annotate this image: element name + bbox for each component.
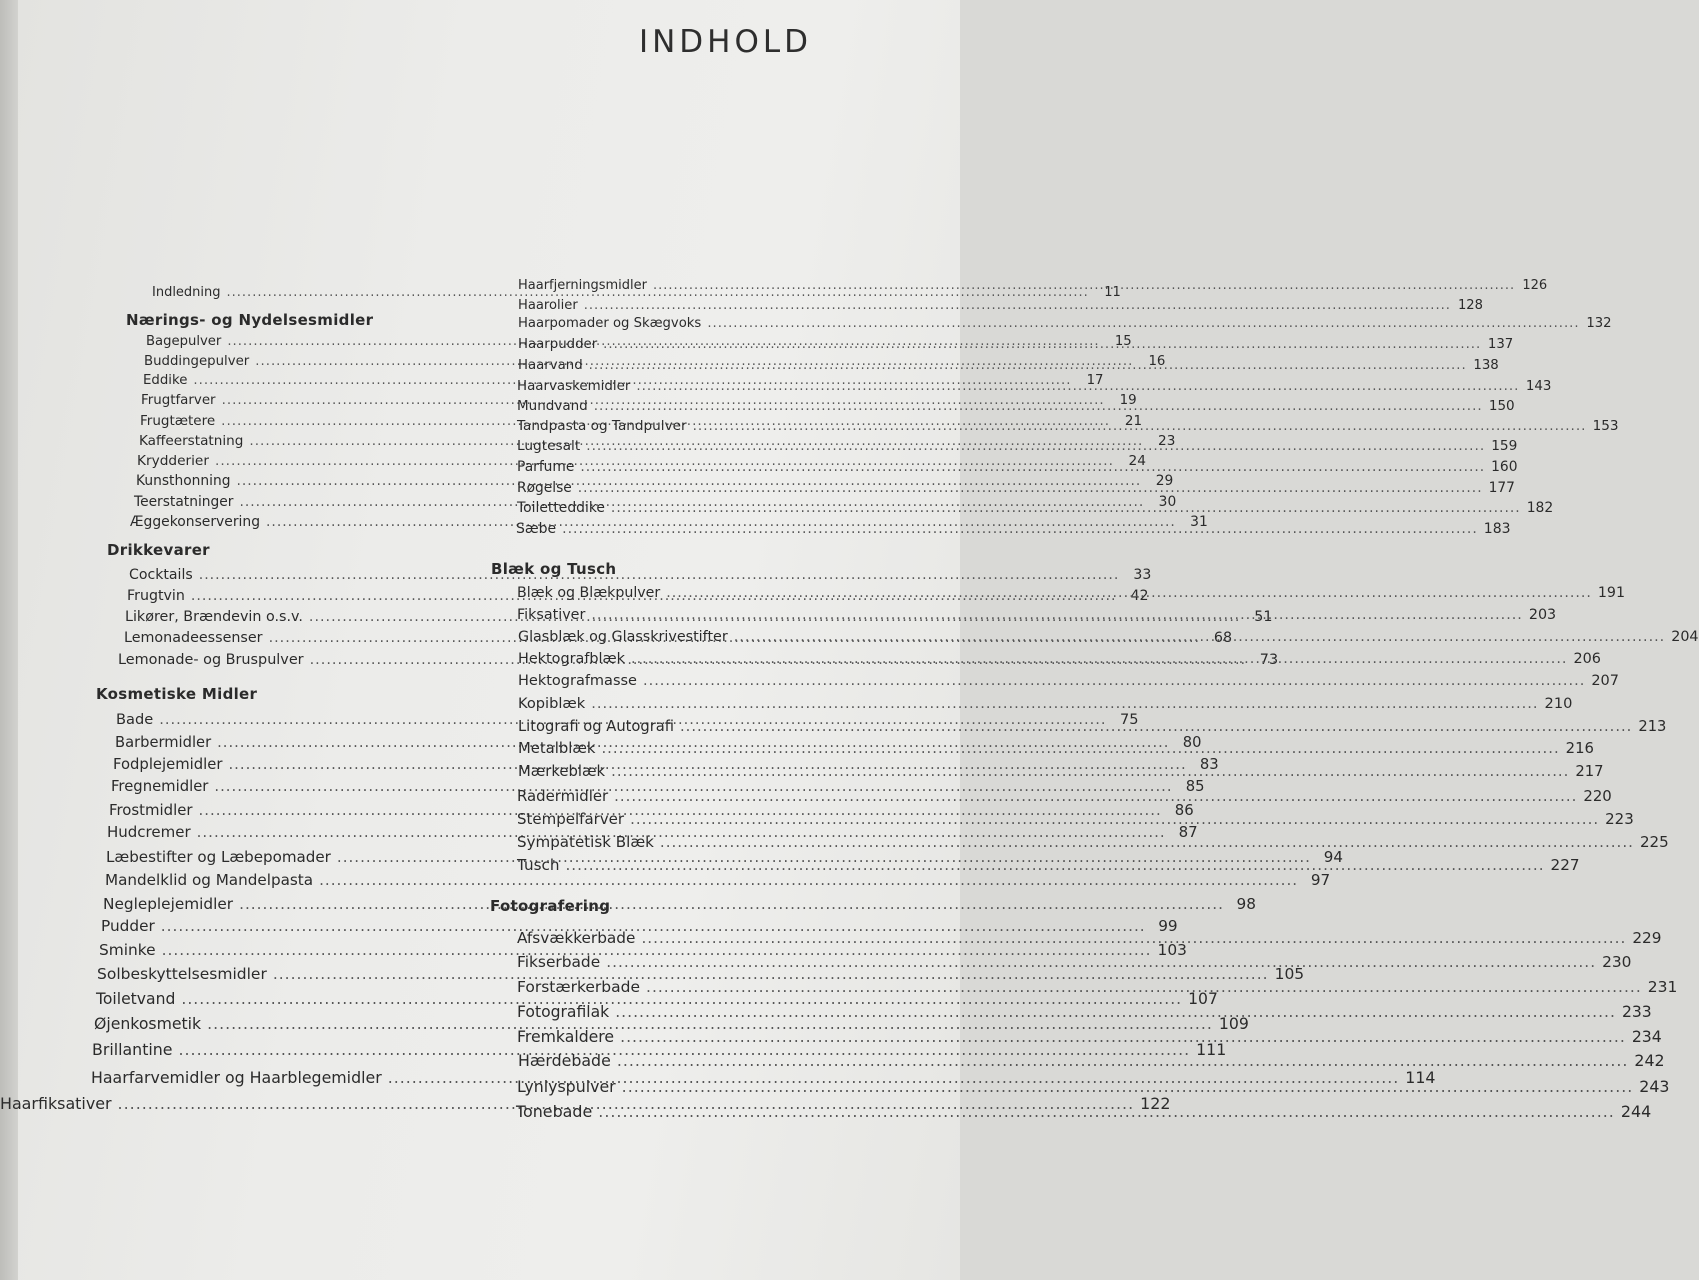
entry-label: Haarvaskemidler	[517, 379, 631, 394]
entry-label: Litografi og Autografi	[518, 718, 674, 735]
dot-leader	[641, 929, 1626, 947]
dot-leader	[643, 673, 1585, 689]
entry-label: Afsvækkerbade	[517, 929, 636, 947]
toc-entry	[518, 316, 1612, 331]
entry-label: Sympatetisk Blæk	[517, 833, 654, 851]
toc-entry	[94, 1014, 1249, 1033]
entry-label: Parfume	[517, 459, 575, 475]
entry-label: Haarpomader og Skægvoks	[518, 316, 702, 331]
entry-page-number: 83	[1199, 756, 1219, 773]
entry-page-number: 191	[1597, 585, 1625, 601]
entry-label: Kaffeerstatning	[139, 433, 244, 449]
entry-label: Krydderier	[137, 453, 209, 469]
entry-label: Glasblæk og Glasskrivestifter	[518, 629, 728, 645]
section-label: Blæk og Tusch	[491, 560, 617, 578]
dot-leader	[239, 895, 1224, 913]
entry-label: Haarvand	[518, 358, 583, 373]
toc-entry	[517, 953, 1632, 971]
entry-label: Tandpasta og Tandpulver	[517, 418, 687, 434]
entry-label: Fiksativer	[517, 607, 586, 623]
entry-page-number: 231	[1647, 978, 1678, 996]
entry-page-number: 17	[1086, 373, 1104, 388]
entry-label: Lynlyspulver	[517, 1077, 616, 1096]
entry-page-number: 87	[1178, 823, 1198, 841]
entry-page-number: 220	[1583, 787, 1612, 805]
entry-label: Sminke	[99, 941, 156, 959]
book-spine-edge	[0, 0, 18, 1280]
entry-label: Haarfjerningsmidler	[518, 278, 647, 293]
dot-leader	[660, 833, 1634, 851]
entry-page-number: 73	[1259, 652, 1279, 668]
toc-section-heading	[126, 311, 373, 329]
entry-label: Eddike	[143, 373, 188, 388]
entry-label: Forstærkerbade	[517, 978, 641, 996]
entry-page-number: 51	[1254, 609, 1273, 625]
dot-leader	[666, 585, 1592, 601]
entry-page-number: 153	[1592, 418, 1619, 434]
entry-label: Hektografmasse	[518, 673, 637, 689]
toc-entry	[517, 929, 1662, 947]
entry-page-number: 29	[1155, 473, 1174, 489]
entry-page-number: 216	[1565, 740, 1594, 757]
entry-label: Blæk og Blækpulver	[517, 585, 661, 601]
entry-page-number: 234	[1631, 1027, 1662, 1046]
entry-label: Toiletvand	[96, 990, 176, 1008]
entry-page-number: 31	[1190, 514, 1208, 530]
entry-label: Lugtesalt	[517, 438, 581, 454]
entry-page-number: 143	[1525, 379, 1552, 394]
entry-label: Solbeskyttelsesmidler	[97, 965, 267, 983]
toc-entry	[517, 1003, 1652, 1021]
toc-entry	[518, 695, 1573, 712]
entry-page-number: 126	[1522, 278, 1548, 293]
entry-page-number: 243	[1639, 1077, 1670, 1096]
entry-page-number: 114	[1405, 1068, 1436, 1087]
entry-page-number: 99	[1158, 917, 1178, 935]
entry-page-number: 75	[1119, 711, 1139, 728]
entry-page-number: 42	[1130, 588, 1149, 604]
dot-leader	[591, 695, 1538, 712]
entry-page-number: 159	[1491, 438, 1518, 454]
entry-page-number: 217	[1575, 763, 1604, 780]
toc-entry	[518, 673, 1620, 689]
toc-entry	[518, 1051, 1665, 1070]
toc-entry	[517, 787, 1612, 805]
entry-label: Sæbe	[516, 521, 557, 537]
dot-leader	[636, 379, 1519, 394]
dot-leader	[601, 740, 1559, 757]
entry-page-number: 206	[1573, 651, 1601, 667]
entry-label: Frugtvin	[127, 588, 185, 604]
entry-page-number: 233	[1621, 1003, 1652, 1021]
entry-label: Likører, Brændevin o.s.v.	[125, 609, 303, 625]
entry-label: Lemonade- og Bruspulver	[118, 652, 304, 668]
dot-leader	[707, 316, 1579, 331]
entry-label: Øjenkosmetik	[94, 1014, 202, 1033]
entry-label: Brillantine	[92, 1040, 173, 1059]
entry-label: Bade	[116, 711, 154, 728]
entry-page-number: 98	[1236, 895, 1256, 913]
dot-leader	[586, 438, 1485, 454]
entry-page-number: 21	[1124, 413, 1143, 429]
entry-label: Haarpudder	[518, 337, 598, 352]
entry-page-number: 160	[1491, 459, 1518, 475]
toc-entry	[101, 917, 1178, 935]
toc-entry	[99, 941, 1187, 959]
entry-page-number: 30	[1158, 494, 1177, 510]
toc-section-heading	[96, 685, 257, 703]
entry-page-number: 103	[1157, 941, 1187, 959]
entry-label: Læbestifter og Læbepomader	[106, 848, 331, 866]
entry-page-number: 19	[1119, 393, 1137, 408]
toc-section-heading	[491, 560, 616, 578]
entry-label: Cocktails	[129, 567, 193, 583]
entry-page-number: 210	[1544, 695, 1573, 712]
entry-page-number: 138	[1473, 358, 1499, 373]
entry-label: Hærdebade	[518, 1051, 611, 1070]
dot-leader	[606, 953, 1596, 971]
dot-leader	[680, 718, 1632, 735]
entry-label: Æggekonservering	[130, 514, 261, 530]
entry-page-number: 225	[1639, 833, 1669, 851]
entry-page-number: 97	[1310, 871, 1331, 889]
entry-page-number: 227	[1550, 856, 1580, 874]
dot-leader	[565, 856, 1544, 874]
entry-page-number: 16	[1148, 354, 1166, 369]
dot-leader	[589, 358, 1467, 373]
entry-page-number: 85	[1185, 778, 1205, 795]
entry-label: Fregnemidler	[111, 778, 209, 795]
entry-page-number: 207	[1591, 673, 1620, 689]
entry-page-number: 80	[1182, 734, 1202, 751]
entry-page-number: 24	[1128, 453, 1146, 469]
entry-page-number: 15	[1114, 334, 1132, 349]
entry-label: Lemonadeessenser	[124, 630, 263, 646]
entry-page-number: 223	[1605, 810, 1634, 828]
toc-section-heading	[490, 897, 610, 915]
dot-leader	[617, 1051, 1629, 1070]
entry-page-number: 183	[1483, 521, 1511, 537]
toc-entry	[96, 990, 1218, 1008]
entry-page-number: 109	[1218, 1014, 1249, 1033]
dot-leader	[631, 651, 1568, 667]
entry-page-number: 107	[1188, 990, 1218, 1008]
dot-leader	[603, 337, 1481, 352]
dot-leader	[630, 810, 1599, 828]
entry-label: Buddingepulver	[144, 354, 250, 369]
entry-page-number: 122	[1140, 1094, 1171, 1113]
entry-page-number: 137	[1487, 337, 1514, 352]
entry-label: Røgelse	[517, 480, 572, 496]
entry-label: Fotografilak	[517, 1003, 610, 1021]
entry-page-number: 242	[1634, 1051, 1665, 1070]
entry-label: Kopiblæk	[518, 695, 586, 712]
toc-entry	[517, 833, 1669, 851]
dot-leader	[584, 298, 1451, 313]
entry-page-number: 244	[1620, 1102, 1652, 1121]
entry-label: Tonebade	[516, 1102, 593, 1121]
entry-label: Frugtfarver	[141, 393, 216, 408]
section-label: Drikkevarer	[107, 541, 210, 559]
entry-page-number: 86	[1174, 801, 1194, 819]
entry-page-number: 23	[1158, 433, 1176, 449]
toc-entry	[105, 871, 1331, 889]
entry-page-number: 177	[1488, 480, 1515, 496]
entry-label: Indledning	[152, 285, 221, 300]
dot-leader	[734, 629, 1666, 645]
entry-page-number: 105	[1274, 965, 1305, 983]
entry-page-number: 111	[1196, 1040, 1227, 1059]
entry-label: Teerstatninger	[134, 494, 234, 510]
entry-page-number: 230	[1602, 953, 1632, 971]
dot-leader	[693, 418, 1587, 434]
page-title: INDHOLD	[638, 24, 812, 60]
entry-label: Pudder	[101, 917, 155, 935]
entry-label: Stempelfarver	[517, 810, 625, 828]
entry-label: Fikserbade	[517, 953, 601, 971]
entry-page-number: 33	[1133, 567, 1152, 583]
entry-label: Barbermidler	[115, 734, 212, 751]
entry-label: Toiletteddike	[517, 500, 605, 516]
entry-label: Mundvand	[517, 398, 588, 414]
entry-page-number: 204	[1671, 629, 1699, 645]
section-label: Kosmetiske Midler	[96, 685, 258, 703]
entry-label: Frostmidler	[109, 801, 193, 819]
entry-label: Fodplejemidler	[113, 756, 223, 773]
entry-label: Mandelklid og Mandelpasta	[105, 871, 314, 889]
entry-label: Kunsthonning	[136, 473, 231, 489]
entry-page-number: 11	[1104, 285, 1121, 300]
entry-page-number: 132	[1586, 316, 1612, 331]
entry-label: Radermidler	[517, 787, 609, 805]
dot-leader	[562, 521, 1478, 537]
dot-leader	[622, 1077, 1634, 1096]
dot-leader	[578, 480, 1483, 496]
toc-entry	[107, 823, 1198, 841]
dot-leader	[591, 607, 1523, 623]
dot-leader	[199, 567, 1120, 583]
entry-label: Mærkeblæk	[518, 763, 606, 780]
toc-entry	[97, 965, 1305, 983]
dot-leader	[620, 1027, 1626, 1046]
toc-entry	[517, 978, 1678, 996]
toc-entry	[517, 1027, 1662, 1046]
entry-label: Fremkaldere	[517, 1027, 615, 1046]
entry-label: Haarolier	[518, 298, 578, 313]
entry-label: Hudcremer	[107, 823, 191, 841]
section-label: Fotografering	[490, 897, 611, 915]
entry-page-number: 182	[1526, 500, 1554, 516]
entry-label: Bagepulver	[146, 334, 222, 349]
entry-label: Tusch	[517, 856, 560, 874]
toc-entry	[92, 1040, 1227, 1059]
entry-label: Haarfarvemidler og Haarblegemidler	[91, 1068, 382, 1087]
dot-leader	[598, 1102, 1615, 1121]
entry-page-number: 128	[1457, 298, 1483, 313]
entry-page-number: 213	[1638, 718, 1667, 735]
entry-page-number: 229	[1632, 929, 1662, 947]
entry-label: Hektografblæk	[518, 651, 625, 667]
entry-label: Frugtætere	[140, 413, 216, 429]
toc-entry	[518, 298, 1483, 313]
toc-entry	[111, 778, 1205, 795]
dot-leader	[615, 1003, 1616, 1021]
dot-leader	[614, 787, 1577, 805]
toc-section-heading	[107, 541, 210, 559]
entry-label: Negleplejemidler	[103, 895, 234, 913]
entry-label: Metalblæk	[518, 740, 596, 757]
section-label: Nærings- og Nydelsesmidler	[126, 311, 374, 329]
entry-page-number: 94	[1323, 848, 1343, 866]
dot-leader	[611, 763, 1569, 780]
entry-page-number: 203	[1528, 607, 1557, 623]
entry-page-number: 68	[1213, 630, 1233, 646]
dot-leader	[653, 278, 1515, 293]
dot-leader	[594, 398, 1483, 414]
entry-page-number: 150	[1488, 398, 1515, 414]
dot-leader	[580, 459, 1485, 475]
dot-leader	[646, 978, 1642, 996]
entry-label: Haarfiksativer	[0, 1094, 112, 1113]
dot-leader	[611, 500, 1521, 516]
